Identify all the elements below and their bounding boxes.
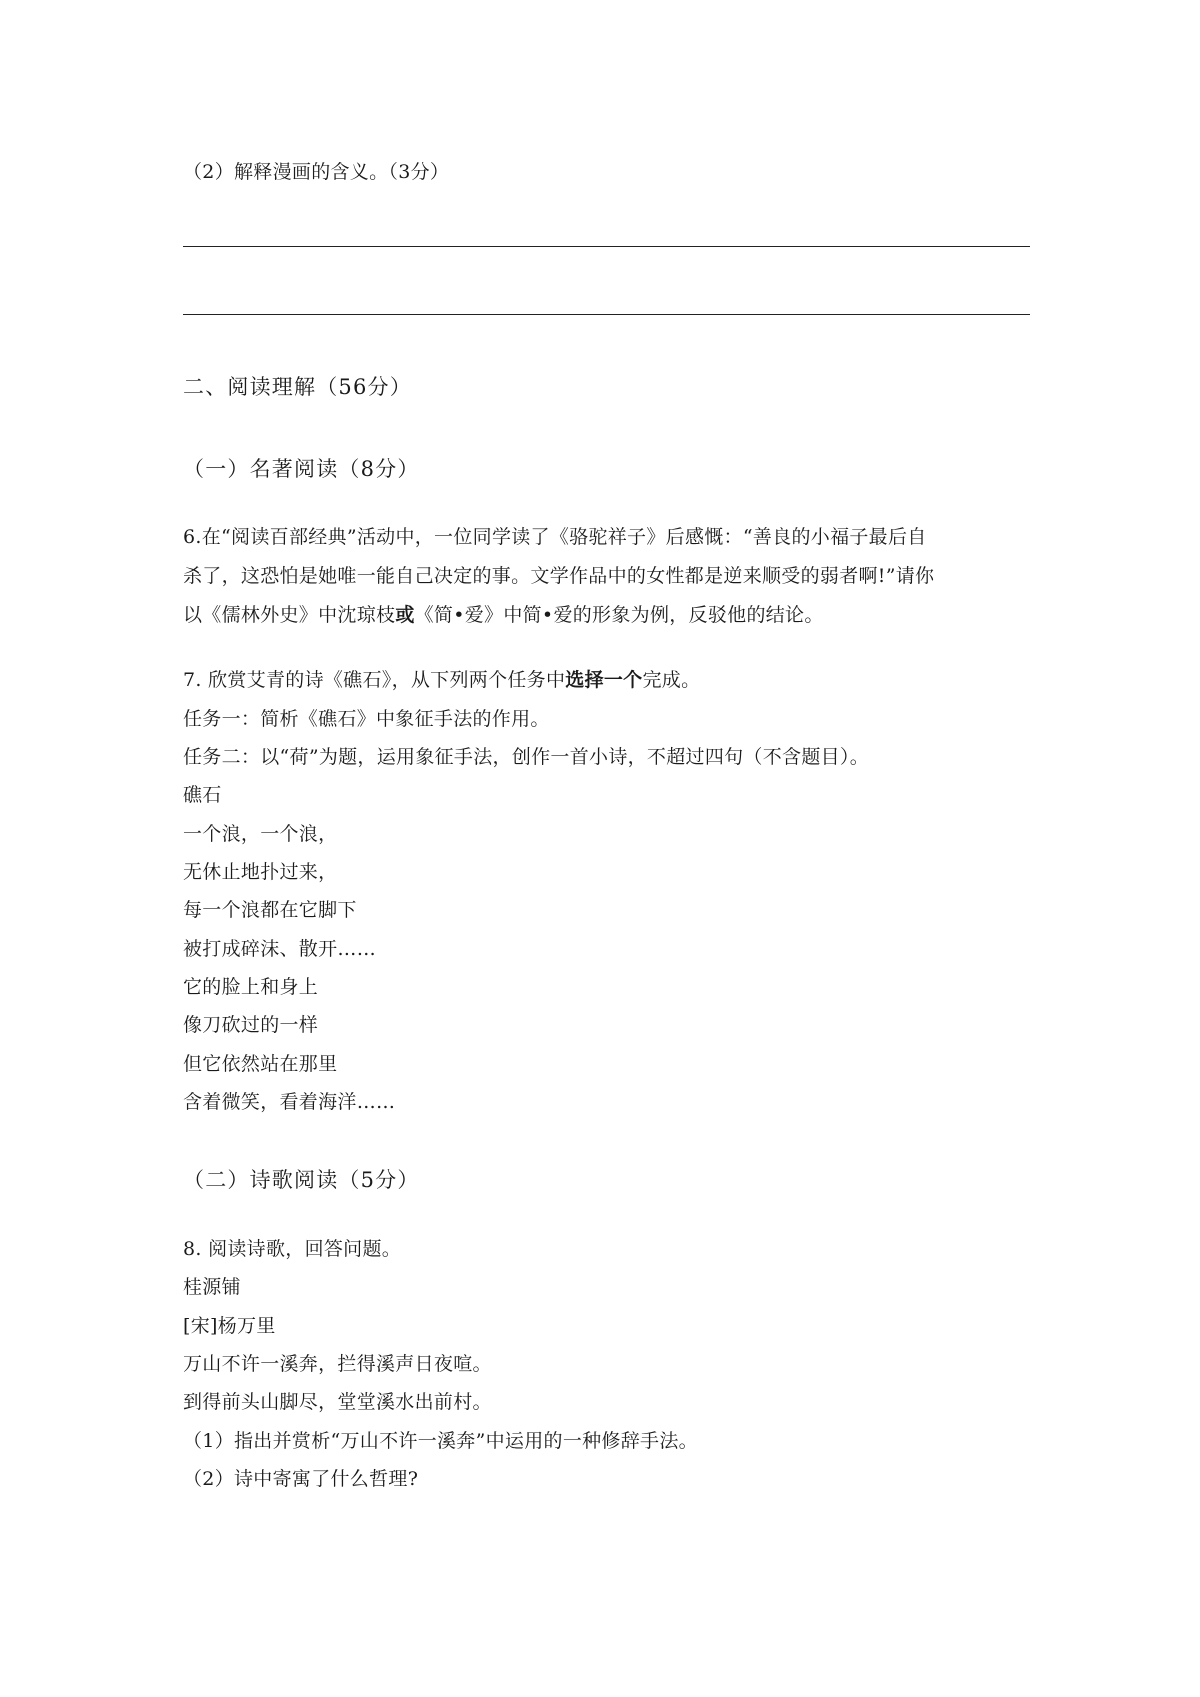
question-7-task-1: 任务一：简析《礁石》中象征手法的作用。 <box>183 708 550 730</box>
poem-line: 它的脸上和身上 <box>183 976 319 998</box>
poem-line: 万山不许一溪奔，拦得溪声日夜喧。 <box>183 1353 492 1375</box>
question-8-sub-1: （1）指出并赏析“万山不许一溪奔”中运用的一种修辞手法。 <box>183 1430 698 1452</box>
poem-line: 但它依然站在那里 <box>183 1053 338 1075</box>
poem-line: 到得前头山脚尽，堂堂溪水出前村。 <box>183 1391 492 1413</box>
question-7-line-1-a: 7. 欣赏艾青的诗《礁石》，从下列两个任务中 <box>183 669 566 691</box>
question-6-line-2: 杀了，这恐怕是她唯一能自己决定的事。文学作品中的女性都是逆来顺受的弱者啊!”请你 <box>183 565 935 587</box>
question-7-line-1-b: 完成。 <box>642 669 701 691</box>
poem-line: 一个浪，一个浪， <box>183 823 338 845</box>
question-6-line-1: 6.在“阅读百部经典”活动中，一位同学读了《骆驼祥子》后感慨：“善良的小福子最后自 <box>183 526 927 548</box>
poem-title-guiyuanpu: 桂源铺 <box>183 1276 241 1298</box>
poem-line: 含着微笑，看着海洋…… <box>183 1091 396 1113</box>
question-7-task-2: 任务二：以“荷”为题，运用象征手法，创作一首小诗，不超过四句（不含题目）。 <box>183 746 870 768</box>
question-6-line-3-a: 以《儒林外史》中沈琼枝 <box>183 604 396 626</box>
poem-author: [宋]杨万里 <box>183 1315 276 1337</box>
question-7-line-1 <box>183 667 700 693</box>
poem-line: 被打成碎沫、散开…… <box>183 938 377 960</box>
question-6-emphasis: 或 <box>395 604 415 626</box>
poem-title-jiaoshi: 礁石 <box>183 784 222 806</box>
question-8-sub-2: （2）诗中寄寓了什么哲理? <box>183 1468 419 1490</box>
answer-line-1 <box>183 246 1030 247</box>
poem-line: 像刀砍过的一样 <box>183 1014 319 1036</box>
question-6-line-3 <box>183 602 824 628</box>
question-7-emphasis: 选择一个 <box>565 669 643 691</box>
question-8-intro: 8. 阅读诗歌，回答问题。 <box>183 1238 402 1260</box>
section-2-title: 二、阅读理解（56分） <box>183 375 412 399</box>
poem-line: 无休止地扑过来， <box>183 861 338 883</box>
question-6-line-3-b: 《简•爱》中简•爱的形象为例，反驳他的结论。 <box>414 604 824 626</box>
part-2-title: （二）诗歌阅读（5分） <box>183 1168 420 1192</box>
poem-line: 每一个浪都在它脚下 <box>183 899 357 921</box>
part-1-title: （一）名著阅读（8分） <box>183 457 420 481</box>
answer-line-2 <box>183 314 1030 315</box>
question-5-2: （2）解释漫画的含义。（3分） <box>183 161 450 183</box>
